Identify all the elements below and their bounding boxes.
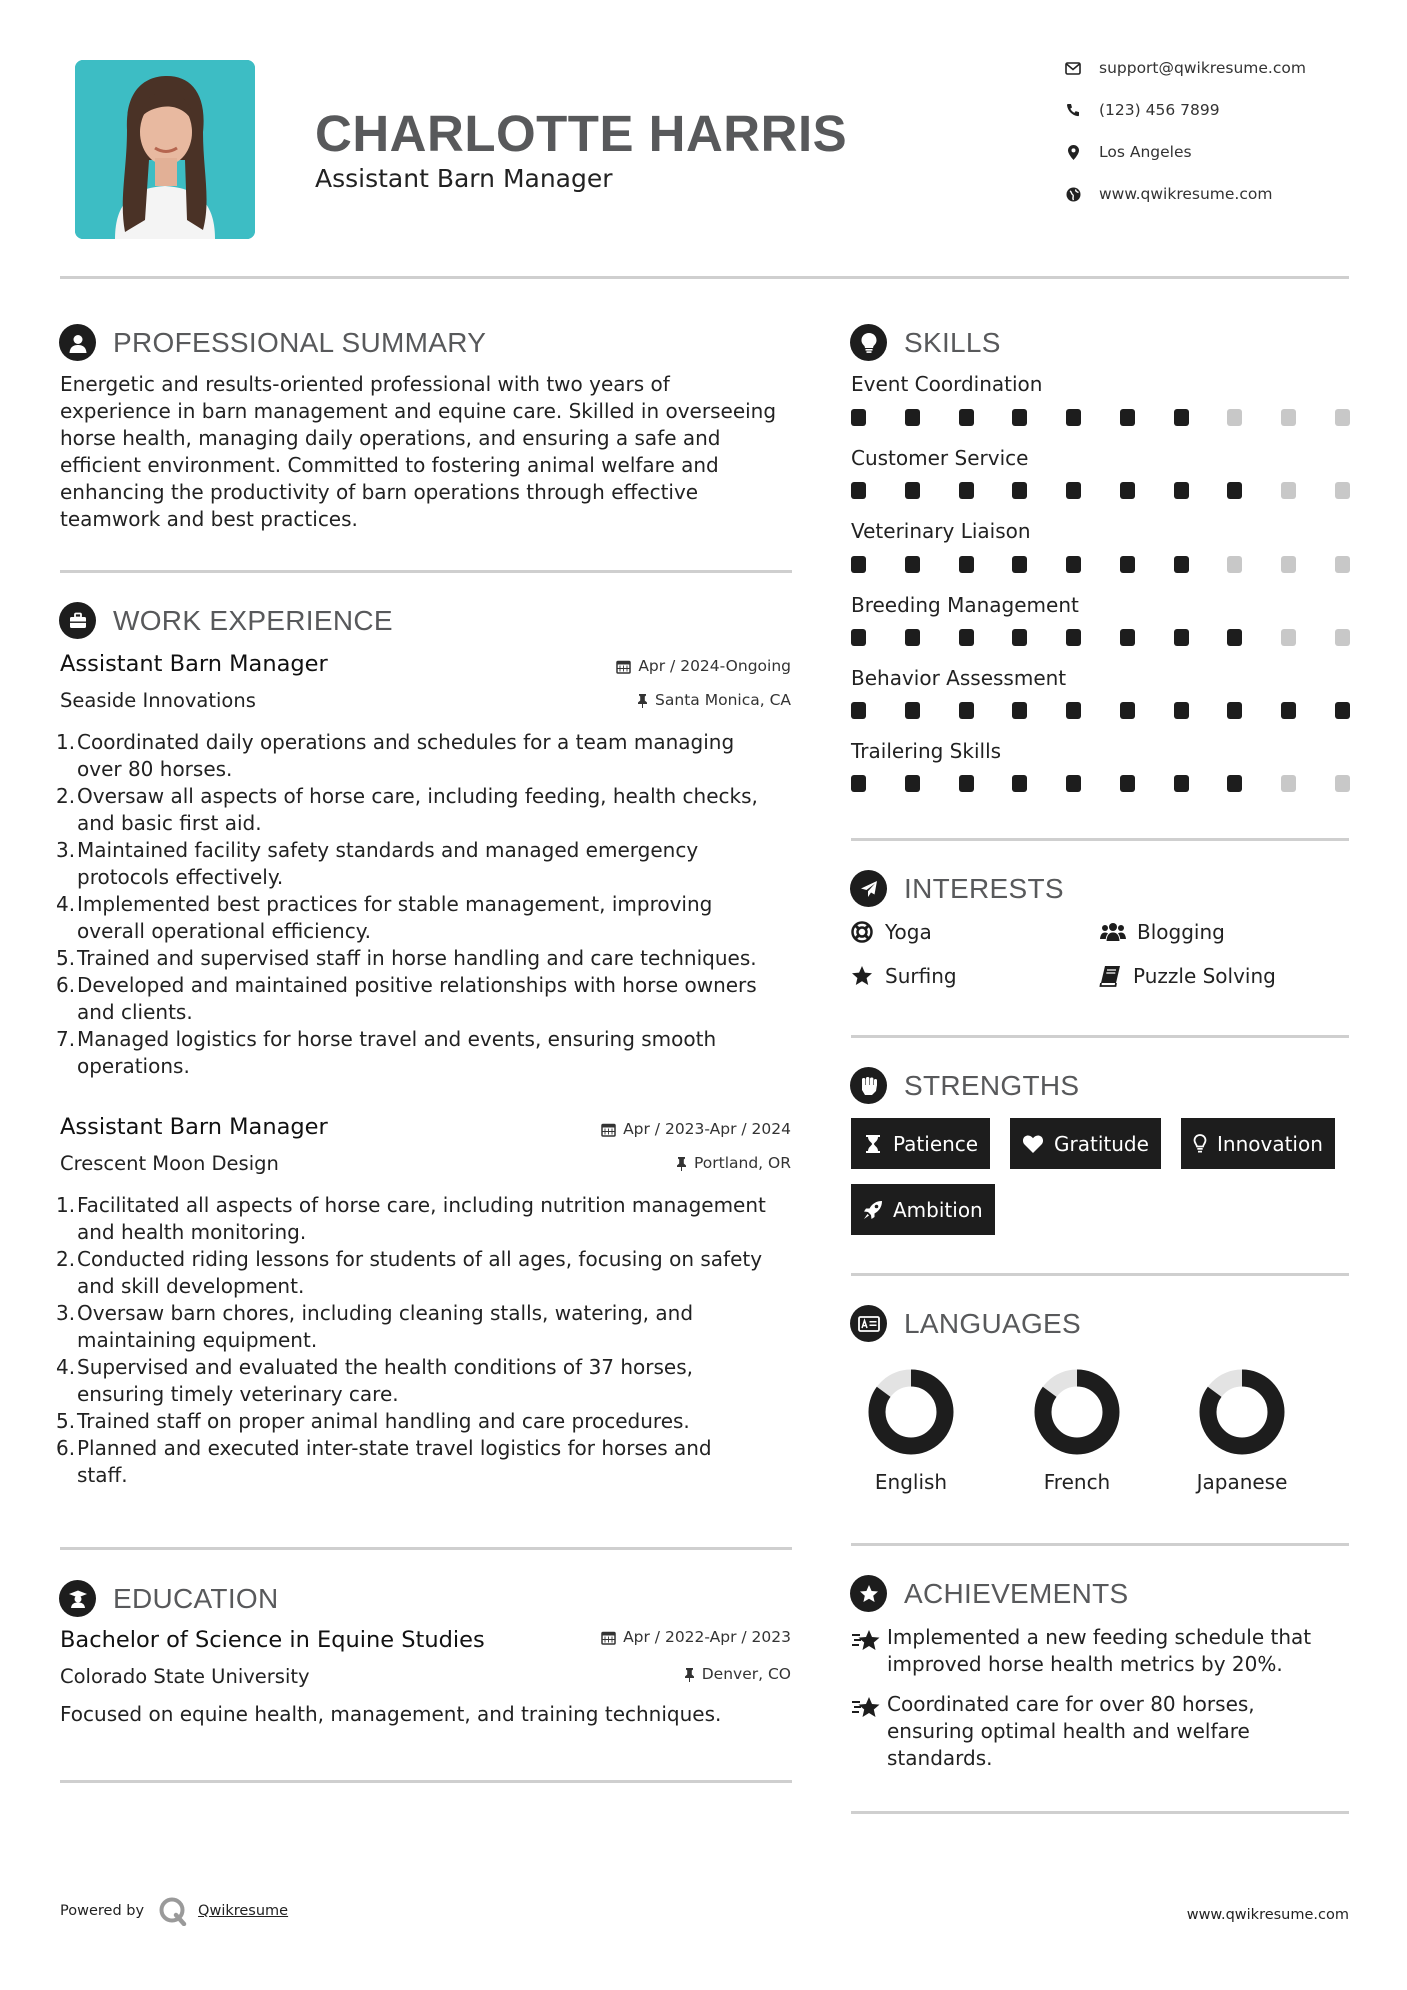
language-item — [846, 1368, 976, 1494]
skill-name: Customer Service — [851, 446, 1029, 470]
education-title: EDUCATION — [113, 1582, 279, 1614]
achievement-line: ensuring optimal health and welfare — [887, 1719, 1250, 1743]
pin-icon — [684, 1667, 695, 1682]
language-donut — [1033, 1368, 1121, 1456]
job-2-date — [601, 1120, 791, 1138]
language-label: Japanese — [1196, 1470, 1288, 1494]
achievement-line: standards. — [887, 1746, 993, 1770]
skill-dot-filled — [1227, 629, 1242, 646]
achievement-line: Coordinated care for over 80 horses, — [887, 1692, 1255, 1716]
lightbulb-icon — [850, 324, 887, 361]
hourglass-icon — [863, 1134, 883, 1154]
job-1-company: Seaside Innovations — [60, 689, 256, 712]
skill-dot-filled — [1174, 775, 1189, 792]
skill-name: Veterinary Liaison — [851, 519, 1031, 543]
list-item: 6. Developed and maintained positive relationships with horse owners and clients. — [56, 973, 757, 1024]
skill-rating — [851, 702, 1350, 720]
education-divider — [60, 1780, 792, 1783]
skill-dot-filled — [1281, 702, 1296, 719]
skills-title: SKILLS — [904, 326, 1001, 358]
summary-line: teamwork and best practices. — [60, 507, 358, 531]
list-item: 1. Coordinated daily operations and schedules for a team managing over 80 horses. — [56, 730, 735, 781]
skill-rating — [851, 629, 1350, 647]
skill-rating — [851, 409, 1350, 427]
list-item: 2. Conducted riding lessons for students of all ages, focusing on safety and skill development. — [56, 1247, 763, 1298]
summary-heading — [59, 324, 486, 361]
list-item: 5. Trained and supervised staff in horse handling and care techniques. — [56, 946, 757, 970]
list-item: 2. Oversaw all aspects of horse care, including feeding, health checks, and basic first aid. — [56, 784, 758, 835]
education-description: Focused on equine health, management, and training techniques. — [60, 1702, 722, 1726]
qwikresume-link[interactable]: Qwikresume — [198, 1903, 289, 1919]
skill-dot-filled — [1066, 409, 1081, 426]
strength-label: Innovation — [1217, 1131, 1323, 1156]
skill-dot-empty — [1281, 482, 1296, 499]
skill-dot-filled — [1227, 775, 1242, 792]
skill-dot-empty — [1335, 556, 1350, 573]
skill-rating — [851, 775, 1350, 793]
star-icon — [851, 964, 879, 988]
achievements-title: ACHIEVEMENTS — [904, 1577, 1129, 1609]
skill-dot-filled — [1066, 629, 1081, 646]
summary-line: experience in barn management and equine care. Skilled in overseeing — [60, 399, 777, 423]
skill-dot-filled — [1066, 702, 1081, 719]
skill-dot-filled — [959, 556, 974, 573]
interest-item — [851, 964, 957, 988]
interest-item — [1099, 920, 1225, 944]
education-degree: Bachelor of Science in Equine Studies — [60, 1627, 485, 1653]
contact-location — [1063, 142, 1393, 162]
lightbulb-icon — [1193, 1134, 1207, 1154]
interests-heading — [850, 870, 1064, 907]
contact-phone-text: (123) 456 7899 — [1099, 101, 1220, 119]
list-item: 3. Maintained facility safety standards and managed emergency protocols effectively. — [56, 838, 699, 889]
skill-dot-filled — [1120, 482, 1135, 499]
interests-title: INTERESTS — [904, 872, 1064, 904]
powered-by-label: Powered by — [60, 1903, 145, 1919]
education-date-text: Apr / 2022-Apr / 2023 — [623, 1628, 791, 1646]
skill-dot-filled — [959, 775, 974, 792]
users-icon — [1099, 920, 1131, 944]
interest-label: Yoga — [885, 920, 932, 944]
languages-title: LANGUAGES — [904, 1307, 1081, 1339]
list-item: 1. Facilitated all aspects of horse care, including nutrition management and health monitoring. — [56, 1193, 766, 1244]
qwikresume-logo-icon — [158, 1896, 188, 1926]
job-1-responsibilities — [56, 729, 799, 1080]
job-2-title: Assistant Barn Manager — [60, 1114, 328, 1140]
graduate-icon — [59, 1580, 96, 1617]
skill-dot-filled — [1066, 775, 1081, 792]
skill-dot-filled — [1174, 482, 1189, 499]
strength-badge — [851, 1184, 995, 1235]
interest-item — [851, 920, 932, 944]
education-heading — [59, 1580, 279, 1617]
interests-divider — [851, 1035, 1349, 1038]
skill-dot-filled — [851, 629, 866, 646]
languages-divider — [851, 1543, 1349, 1546]
skill-dot-empty — [1335, 775, 1350, 792]
skill-dot-filled — [905, 556, 920, 573]
phone-icon — [1063, 100, 1083, 120]
list-item: 5. Trained staff on proper animal handling and care procedures. — [56, 1409, 690, 1433]
skill-dot-filled — [1120, 556, 1135, 573]
job-2-responsibilities — [56, 1192, 799, 1489]
list-item: 4. Implemented best practices for stable management, improving overall operational efficiency. — [56, 892, 713, 943]
skill-rating — [851, 482, 1350, 500]
experience-title: WORK EXPERIENCE — [113, 604, 393, 636]
job-2-date-text: Apr / 2023-Apr / 2024 — [623, 1120, 791, 1138]
user-icon — [59, 324, 96, 361]
achievement-line: improved horse health metrics by 20%. — [887, 1652, 1283, 1676]
pin-icon — [676, 1156, 687, 1171]
achievements-heading — [850, 1575, 1129, 1612]
skill-dot-filled — [1066, 556, 1081, 573]
skill-dot-filled — [905, 702, 920, 719]
skill-name: Event Coordination — [851, 372, 1043, 396]
skill-dot-empty — [1281, 409, 1296, 426]
powered-by — [60, 1896, 288, 1926]
job-2-company: Crescent Moon Design — [60, 1152, 279, 1175]
achievement-line: Implemented a new feeding schedule that — [887, 1625, 1312, 1649]
strengths-title: STRENGTHS — [904, 1069, 1080, 1101]
contact-website[interactable] — [1063, 184, 1393, 204]
list-item: 3. Oversaw barn chores, including cleaning stalls, watering, and maintaining equipment. — [56, 1301, 694, 1352]
skill-rating — [851, 556, 1350, 574]
calendar-icon — [616, 659, 631, 674]
language-donut — [867, 1368, 955, 1456]
skill-dot-filled — [1335, 702, 1350, 719]
list-item: 4. Supervised and evaluated the health conditions of 37 horses, ensuring timely veterinary care. — [56, 1355, 694, 1406]
map-marker-icon — [1063, 142, 1083, 162]
job-2-location-text: Portland, OR — [693, 1154, 791, 1172]
skills-divider — [851, 838, 1349, 841]
skill-dot-filled — [959, 629, 974, 646]
skill-dot-filled — [1012, 629, 1027, 646]
heart-icon — [1022, 1134, 1044, 1154]
skill-dot-empty — [1335, 409, 1350, 426]
skill-dot-empty — [1227, 409, 1242, 426]
contact-website-text: www.qwikresume.com — [1099, 185, 1273, 203]
experience-heading — [59, 602, 393, 639]
skill-name: Trailering Skills — [851, 739, 1002, 763]
fist-icon — [850, 1067, 887, 1104]
skill-dot-filled — [1174, 409, 1189, 426]
contact-email-text: support@qwikresume.com — [1099, 59, 1306, 77]
paper-plane-icon — [850, 870, 887, 907]
globe-icon — [1063, 184, 1083, 204]
list-item: 6. Planned and executed inter-state travel logistics for horses and staff. — [56, 1436, 712, 1487]
profile-photo — [75, 60, 255, 239]
skill-dot-filled — [905, 409, 920, 426]
list-item: 7. Managed logistics for horse travel and events, ensuring smooth operations. — [56, 1027, 717, 1078]
skill-dot-filled — [1120, 775, 1135, 792]
skill-dot-filled — [1012, 409, 1027, 426]
interest-item — [1099, 964, 1276, 988]
calendar-icon — [601, 1630, 616, 1645]
summary-line: enhancing the productivity of barn operations through effective — [60, 480, 699, 504]
skill-dot-filled — [959, 409, 974, 426]
summary-line: Energetic and results-oriented professional with two years of — [60, 372, 670, 396]
strength-label: Gratitude — [1054, 1131, 1149, 1156]
contact-phone[interactable] — [1063, 100, 1393, 120]
skill-dot-filled — [1174, 556, 1189, 573]
life-ring-icon — [851, 920, 879, 944]
skill-dot-filled — [851, 702, 866, 719]
languages-heading — [850, 1305, 1081, 1342]
skill-dot-filled — [905, 775, 920, 792]
language-item — [1012, 1368, 1142, 1494]
strength-label: Patience — [893, 1131, 979, 1156]
skill-dot-filled — [851, 775, 866, 792]
skill-dot-filled — [1174, 629, 1189, 646]
language-item — [1177, 1368, 1307, 1494]
briefcase-icon — [59, 602, 96, 639]
envelope-icon — [1063, 58, 1083, 78]
experience-divider — [60, 1547, 792, 1550]
job-1-title: Assistant Barn Manager — [60, 651, 328, 677]
book-icon — [1099, 964, 1127, 988]
skill-dot-filled — [1012, 775, 1027, 792]
footer-url[interactable]: www.qwikresume.com — [1186, 1907, 1349, 1923]
skill-dot-filled — [959, 702, 974, 719]
trophy-star-icon — [850, 1575, 887, 1612]
skill-dot-filled — [1012, 702, 1027, 719]
language-label: English — [874, 1470, 948, 1494]
skill-dot-filled — [851, 556, 866, 573]
summary-title: PROFESSIONAL SUMMARY — [113, 326, 487, 358]
language-label: French — [1043, 1470, 1111, 1494]
skill-dot-empty — [1281, 775, 1296, 792]
education-school: Colorado State University — [60, 1665, 310, 1688]
education-location-text: Denver, CO — [701, 1665, 791, 1683]
job-2-location — [676, 1154, 791, 1172]
achievements-divider — [851, 1811, 1349, 1814]
rocket-icon — [863, 1200, 883, 1220]
job-1-date — [616, 657, 791, 675]
strength-label: Ambition — [893, 1197, 983, 1222]
skill-dot-filled — [905, 482, 920, 499]
pin-icon — [637, 693, 648, 708]
strengths-divider — [851, 1273, 1349, 1276]
skill-dot-empty — [1227, 556, 1242, 573]
summary-line: efficient environment. Committed to fostering animal welfare and — [60, 453, 719, 477]
candidate-role: Assistant Barn Manager — [315, 164, 613, 193]
education-location — [684, 1665, 791, 1683]
skill-dot-filled — [905, 629, 920, 646]
achievement-item — [851, 1691, 1351, 1772]
contact-email[interactable] — [1063, 58, 1393, 78]
skill-dot-filled — [1227, 702, 1242, 719]
interest-label: Puzzle Solving — [1133, 964, 1276, 988]
strength-badge — [1181, 1118, 1335, 1169]
language-donut — [1198, 1368, 1286, 1456]
strength-badge — [851, 1118, 990, 1169]
contact-location-text: Los Angeles — [1099, 143, 1192, 161]
skill-dot-empty — [1281, 556, 1296, 573]
interest-label: Surfing — [885, 964, 957, 988]
summary-text — [60, 371, 800, 533]
skill-dot-filled — [1120, 629, 1135, 646]
skill-dot-filled — [1174, 702, 1189, 719]
skill-dot-filled — [1120, 409, 1135, 426]
summary-line: horse health, managing daily operations, and ensuring a safe and — [60, 426, 721, 450]
skill-dot-filled — [1120, 702, 1135, 719]
skill-dot-filled — [1012, 482, 1027, 499]
candidate-name: CHARLOTTE HARRIS — [315, 105, 848, 162]
skill-name: Breeding Management — [851, 593, 1079, 617]
skill-dot-filled — [1012, 556, 1027, 573]
skills-heading — [850, 324, 1001, 361]
summary-divider — [60, 570, 792, 573]
job-1-location — [637, 691, 791, 709]
job-1-date-text: Apr / 2024-Ongoing — [638, 657, 791, 675]
skill-dot-filled — [851, 482, 866, 499]
achievement-star-icon — [851, 1624, 887, 1678]
achievement-item — [851, 1624, 1351, 1678]
skill-name: Behavior Assessment — [851, 666, 1067, 690]
skill-dot-filled — [1227, 482, 1242, 499]
skill-dot-filled — [1066, 482, 1081, 499]
education-date — [601, 1628, 791, 1646]
strengths-heading — [850, 1067, 1079, 1104]
skill-dot-empty — [1281, 629, 1296, 646]
interest-label: Blogging — [1137, 920, 1225, 944]
job-1-location-text: Santa Monica, CA — [655, 691, 791, 709]
language-icon — [850, 1305, 887, 1342]
skill-dot-empty — [1335, 629, 1350, 646]
skill-dot-filled — [851, 409, 866, 426]
achievement-star-icon — [851, 1691, 887, 1772]
strength-badge — [1010, 1118, 1161, 1169]
skill-dot-empty — [1335, 482, 1350, 499]
skill-dot-filled — [959, 482, 974, 499]
calendar-icon — [601, 1122, 616, 1137]
header-divider — [60, 276, 1349, 279]
